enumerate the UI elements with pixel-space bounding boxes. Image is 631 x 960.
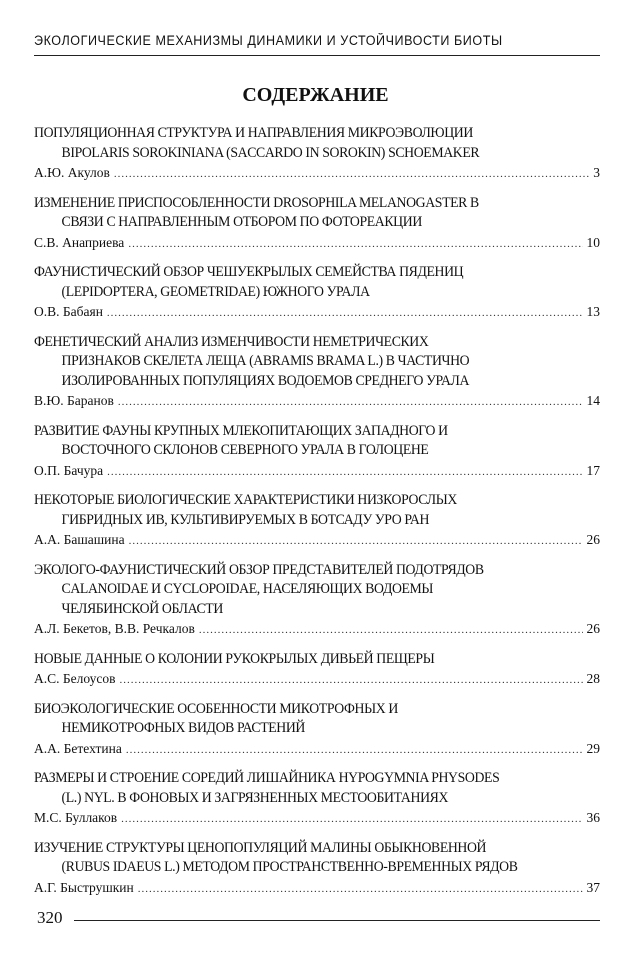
entry-author: А.А. Бетехтина: [34, 740, 122, 756]
entry-page: 13: [586, 304, 600, 319]
author-row: [34, 233, 600, 255]
entry-author: А.Г. Быструшкин: [34, 879, 134, 895]
page-number: 320: [37, 908, 63, 927]
entry-author: М.С. Буллаков: [34, 810, 118, 825]
dot-leader: [121, 810, 582, 830]
dot-leader: [119, 671, 582, 691]
entry-author: О.П. Бачура: [34, 462, 104, 478]
toc-entry: [34, 422, 600, 483]
entry-author: В.Ю. Баранов: [34, 393, 114, 408]
author-row: [34, 808, 600, 830]
entry-title-line: ЭКОЛОГО-ФАУНИСТИЧЕСКИЙ ОБЗОР ПРЕДСТАВИТЕЛЕЙ ПОДОТРЯДОВ: [34, 561, 484, 578]
author-row: [34, 391, 600, 413]
entry-page: 17: [586, 462, 600, 478]
toc-entry: [34, 491, 600, 552]
toc-entry: [34, 561, 600, 641]
entry-title-line: НОВЫЕ ДАННЫЕ О КОЛОНИИ РУКОКРЫЛЫХ ДИВЬЕЙ ПЕЩЕРЫ: [34, 650, 435, 667]
entry-page: 37: [586, 879, 600, 895]
entry-title-line: ВОСТОЧНОГО СКЛОНОВ СЕВЕРНОГО УРАЛА В ГОЛОЦЕНЕ: [61, 442, 429, 458]
author-row: [34, 461, 600, 483]
entry-title-line: ГИБРИДНЫХ ИВ, КУЛЬТИВИРУЕМЫХ В БОТСАДУ УРО РАН: [61, 511, 430, 528]
table-of-contents: [34, 124, 600, 908]
entry-author: О.В. Бабаян: [34, 304, 103, 319]
entry-author: А.Ю. Акулов: [34, 165, 110, 180]
dot-leader: [138, 880, 583, 900]
entry-title-line: СВЯЗИ С НАПРАВЛЕННЫМ ОТБОРОМ ПО ФОТОРЕАКЦИИ: [61, 214, 422, 230]
entry-author: А.Л. Бекетов, В.В. Речкалов: [34, 621, 195, 636]
toc-entry: [34, 263, 600, 324]
entry-author: А.С. Белоусов: [34, 671, 116, 686]
toc-entry: [34, 769, 600, 830]
entry-title-line: ЧЕЛЯБИНСКОЙ ОБЛАСТИ: [61, 600, 223, 617]
toc-entry: [34, 194, 600, 255]
dot-leader: [114, 165, 589, 185]
toc-entry: [34, 700, 600, 761]
author-row: [34, 530, 600, 552]
toc-entry: [34, 124, 600, 185]
dot-leader: [128, 235, 582, 255]
running-head: ЭКОЛОГИЧЕСКИЕ МЕХАНИЗМЫ ДИНАМИКИ И УСТОЙЧИВОСТИ БИОТЫ: [34, 33, 503, 48]
toc-entry: [34, 839, 600, 900]
dot-leader: [118, 393, 583, 413]
entry-title-line: CALANOIDAE И CYCLOPOIDAE, НАСЕЛЯЮЩИХ ВОДОЕМЫ: [61, 581, 434, 597]
entry-page: 28: [586, 671, 600, 686]
author-row: [34, 669, 600, 691]
entry-title-line: ПОПУЛЯЦИОННАЯ СТРУКТУРА И НАПРАВЛЕНИЯ МИКРОЭВОЛЮЦИИ: [34, 125, 473, 141]
entry-title-line: ИЗМЕНЕНИЕ ПРИСПОСОБЛЕННОСТИ DROSOPHILA MELANOGASTER В: [34, 194, 479, 211]
entry-title-line: ИЗОЛИРОВАННЫХ ПОПУЛЯЦИЯХ ВОДОЕМОВ СРЕДНЕГО УРАЛА: [61, 372, 470, 389]
dot-leader: [129, 532, 583, 552]
entry-page: 3: [593, 165, 600, 180]
entry-title-line: ФЕНЕТИЧЕСКИЙ АНАЛИЗ ИЗМЕНЧИВОСТИ НЕМЕТРИЧЕСКИХ: [34, 333, 429, 350]
author-row: [34, 878, 600, 900]
entry-title-line: BIPOLARIS SOROKINIANA (SACCARDO IN SOROKIN) SCHOEMAKER: [61, 144, 480, 161]
entry-title-line: ПРИЗНАКОВ СКЕЛЕТА ЛЕЩА (ABRAMIS BRAMA L.) В ЧАСТИЧНО: [61, 353, 470, 369]
entry-page: 26: [586, 621, 600, 636]
entry-title-line: (LEPIDOPTERA, GEOMETRIDAE) ЮЖНОГО УРАЛА: [61, 283, 370, 300]
footer-rule: [74, 920, 600, 921]
entry-page: 14: [586, 393, 600, 408]
entry-author: А.А. Башашина: [34, 532, 125, 547]
author-row: [34, 739, 600, 761]
toc-entry: [34, 650, 600, 691]
dot-leader: [107, 304, 583, 324]
entry-title-line: НЕМИКОТРОФНЫХ ВИДОВ РАСТЕНИЙ: [61, 720, 306, 736]
entry-title-line: РАЗВИТИЕ ФАУНЫ КРУПНЫХ МЛЕКОПИТАЮЩИХ ЗАПАДНОГО И: [34, 422, 448, 439]
toc-entry: [34, 333, 600, 413]
entry-author: С.В. Анаприева: [34, 234, 125, 250]
entry-page: 10: [586, 234, 600, 250]
author-row: [34, 163, 600, 185]
entry-page: 26: [586, 532, 600, 547]
entry-title-line: ФАУНИСТИЧЕСКИЙ ОБЗОР ЧЕШУЕКРЫЛЫХ СЕМЕЙСТВА ПЯДЕНИЦ: [34, 264, 464, 280]
entry-title-line: РАЗМЕРЫ И СТРОЕНИЕ СОРЕДИЙ ЛИШАЙНИКА HYPOGYMNIA PHYSODES: [34, 770, 500, 786]
entry-page: 36: [586, 810, 600, 825]
author-row: [34, 619, 600, 641]
dot-leader: [126, 741, 583, 761]
entry-title-line: (RUBUS IDAEUS L.) МЕТОДОМ ПРОСТРАНСТВЕННО-ВРЕМЕННЫХ РЯДОВ: [61, 859, 518, 875]
dot-leader: [107, 463, 582, 483]
entry-page: 29: [586, 740, 600, 756]
header-rule: [34, 55, 600, 56]
entry-title-line: НЕКОТОРЫЕ БИОЛОГИЧЕСКИЕ ХАРАКТЕРИСТИКИ НИЗКОРОСЛЫХ: [34, 492, 457, 508]
page-title: СОДЕРЖАНИЕ: [242, 84, 389, 106]
entry-title-line: (L.) NYL. В ФОНОВЫХ И ЗАГРЯЗНЕННЫХ МЕСТООБИТАНИЯХ: [61, 789, 449, 806]
entry-title-line: ИЗУЧЕНИЕ СТРУКТУРЫ ЦЕНОПОПУЛЯЦИЙ МАЛИНЫ ОБЫКНОВЕННОЙ: [34, 839, 487, 856]
dot-leader: [199, 621, 583, 641]
entry-title-line: БИОЭКОЛОГИЧЕСКИЕ ОСОБЕННОСТИ МИКОТРОФНЫХ И: [34, 700, 398, 717]
author-row: [34, 302, 600, 324]
